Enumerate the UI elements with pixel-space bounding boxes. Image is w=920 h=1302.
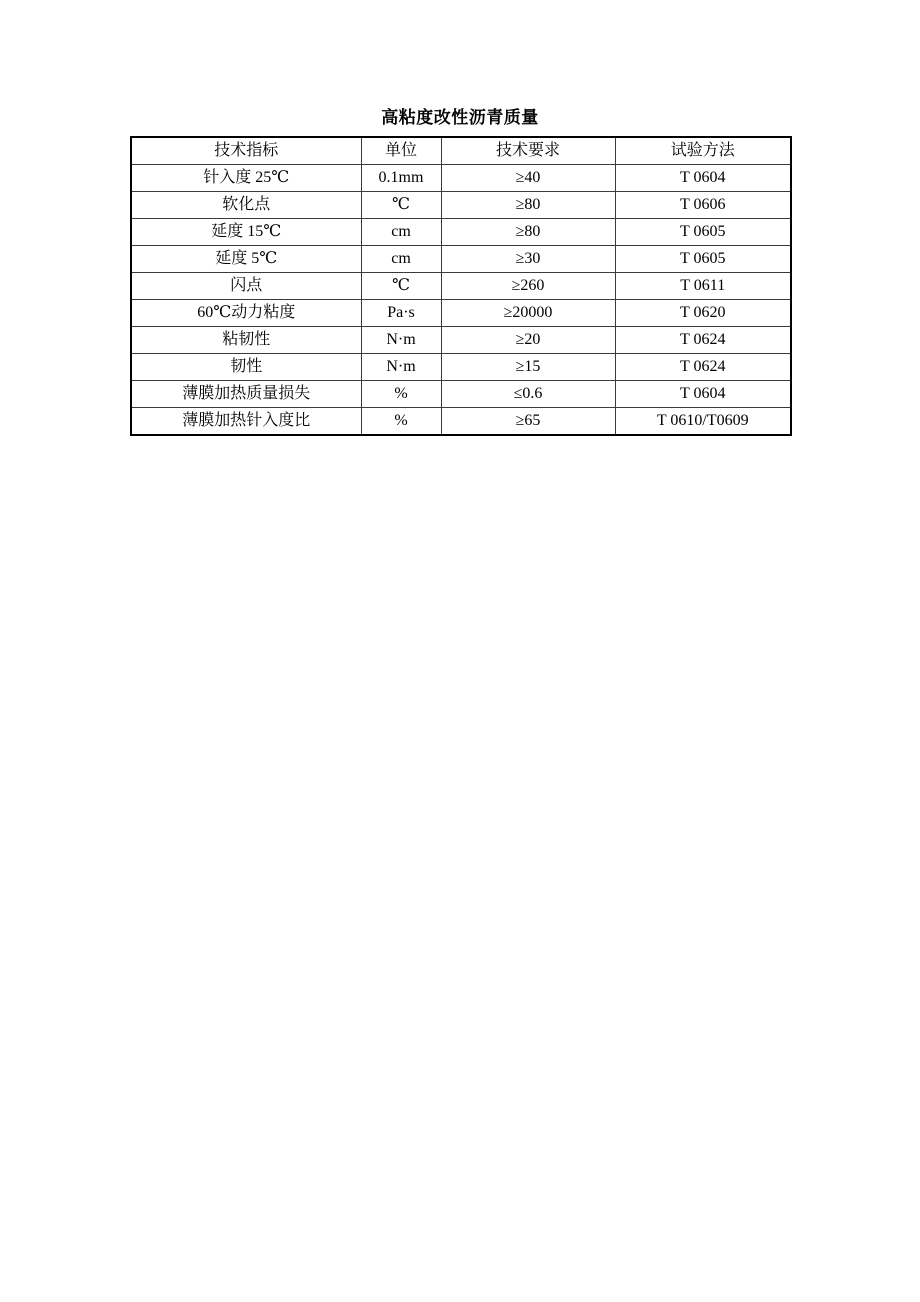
table-cell: ≤0.6 bbox=[441, 381, 615, 408]
table-row bbox=[131, 273, 791, 300]
page-title: 高粘度改性沥青质量 bbox=[381, 108, 539, 127]
table-header-row bbox=[131, 137, 791, 165]
table-cell: ℃ bbox=[361, 273, 441, 300]
table-cell: ≥15 bbox=[441, 354, 615, 381]
table-cell: % bbox=[361, 381, 441, 408]
table-cell: 韧性 bbox=[131, 354, 361, 381]
table-cell: ℃ bbox=[361, 192, 441, 219]
table-row bbox=[131, 219, 791, 246]
table-cell: T 0610/T0609 bbox=[615, 408, 791, 436]
table-row bbox=[131, 381, 791, 408]
header-unit: 单位 bbox=[361, 137, 441, 165]
table-row bbox=[131, 327, 791, 354]
header-test-method: 试验方法 bbox=[615, 137, 791, 165]
table-cell: T 0620 bbox=[615, 300, 791, 327]
table-cell: T 0624 bbox=[615, 327, 791, 354]
table-cell: 针入度 25℃ bbox=[131, 165, 361, 192]
table-cell: ≥80 bbox=[441, 192, 615, 219]
table-cell: 闪点 bbox=[131, 273, 361, 300]
table-cell: N·m bbox=[361, 354, 441, 381]
table-row bbox=[131, 354, 791, 381]
table-cell: % bbox=[361, 408, 441, 436]
table-cell: ≥30 bbox=[441, 246, 615, 273]
header-indicator: 技术指标 bbox=[131, 137, 361, 165]
table-cell: N·m bbox=[361, 327, 441, 354]
table-cell: 薄膜加热针入度比 bbox=[131, 408, 361, 436]
table-cell: T 0606 bbox=[615, 192, 791, 219]
table-cell: 薄膜加热质量损失 bbox=[131, 381, 361, 408]
table-row bbox=[131, 408, 791, 436]
table-row bbox=[131, 300, 791, 327]
header-requirement: 技术要求 bbox=[441, 137, 615, 165]
table-cell: T 0604 bbox=[615, 381, 791, 408]
table-cell: ≥20 bbox=[441, 327, 615, 354]
table-cell: 延度 5℃ bbox=[131, 246, 361, 273]
table-cell: 延度 15℃ bbox=[131, 219, 361, 246]
table-cell: cm bbox=[361, 219, 441, 246]
table-cell: cm bbox=[361, 246, 441, 273]
table-body bbox=[131, 165, 791, 436]
table-cell: ≥20000 bbox=[441, 300, 615, 327]
table-cell: 软化点 bbox=[131, 192, 361, 219]
table-cell: 60℃动力粘度 bbox=[131, 300, 361, 327]
spec-table bbox=[130, 136, 792, 436]
table-cell: T 0605 bbox=[615, 219, 791, 246]
table-cell: T 0611 bbox=[615, 273, 791, 300]
table-cell: T 0624 bbox=[615, 354, 791, 381]
table-cell: ≥65 bbox=[441, 408, 615, 436]
table-row bbox=[131, 246, 791, 273]
document-content bbox=[130, 106, 790, 436]
table-cell: ≥80 bbox=[441, 219, 615, 246]
table-cell: T 0604 bbox=[615, 165, 791, 192]
table-cell: Pa·s bbox=[361, 300, 441, 327]
table-cell: ≥260 bbox=[441, 273, 615, 300]
table-cell: ≥40 bbox=[441, 165, 615, 192]
table-cell: 0.1mm bbox=[361, 165, 441, 192]
table-cell: 粘韧性 bbox=[131, 327, 361, 354]
table-row bbox=[131, 165, 791, 192]
table-row bbox=[131, 192, 791, 219]
table-cell: T 0605 bbox=[615, 246, 791, 273]
